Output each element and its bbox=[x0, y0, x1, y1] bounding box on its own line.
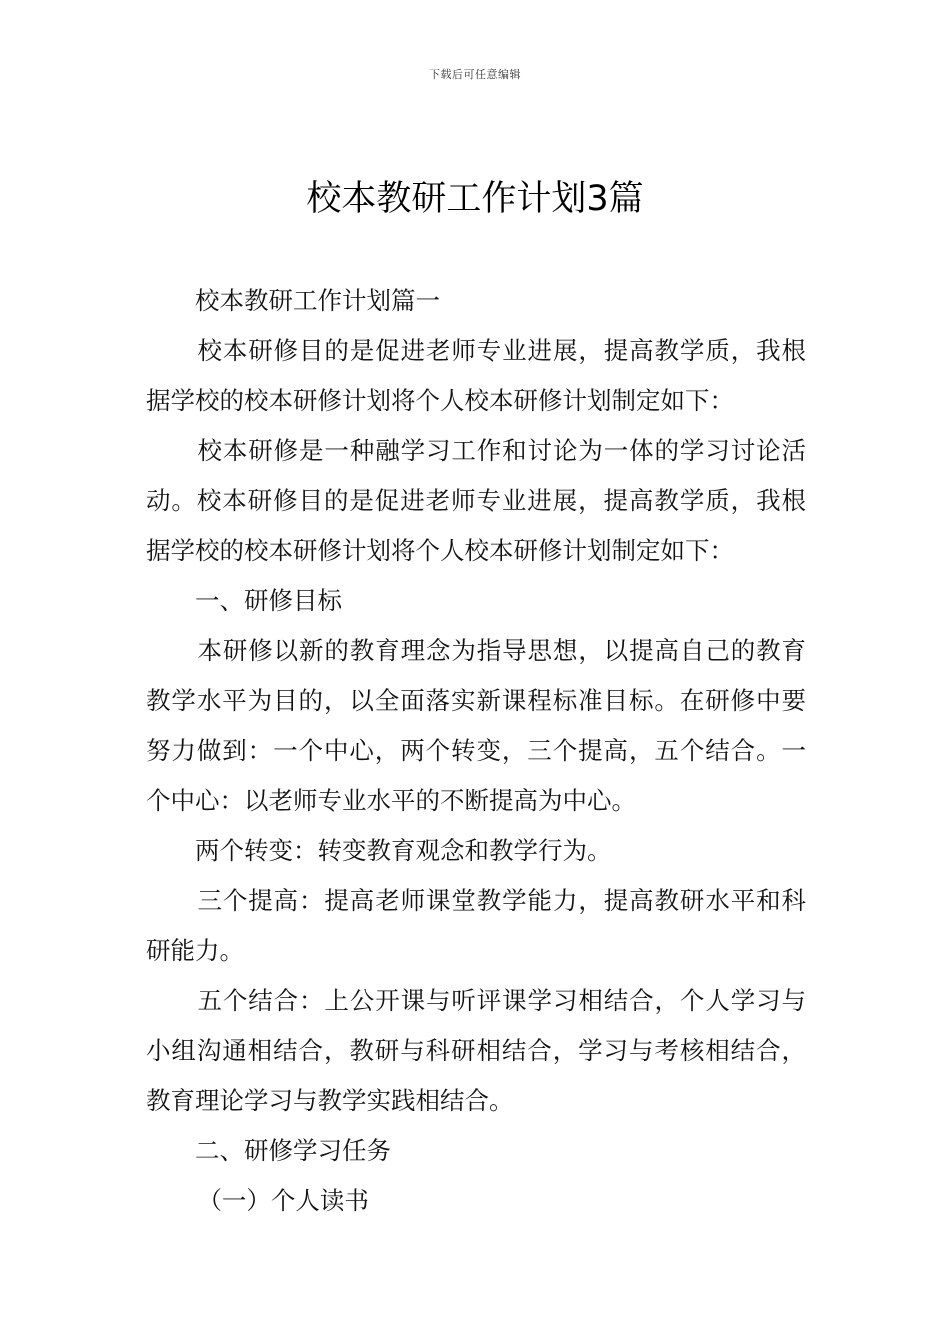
document-title: 校本教研工作计划3篇 bbox=[306, 179, 644, 219]
paragraph-two-transitions: 两个转变：转变教育观念和教学行为。 bbox=[195, 836, 612, 865]
document-body bbox=[146, 276, 806, 1226]
paragraph-intro: 校本研修目的是促进老师专业进展，提高教学质，我根据学校的校本研修计划将个人校本研修计划制定如下： bbox=[146, 336, 806, 415]
paragraph-five-combinations: 五个结合：上公开课与听评课学习相结合，个人学习与小组沟通相结合，教研与科研相结合，学习与考核相结合，教育理论学习与教学实践相结合。 bbox=[146, 986, 806, 1115]
paragraph-goals: 本研修以新的教育理念为指导思想，以提高自己的教育教学水平为目的，以全面落实新课程标准目标。在研修中要努力做到：一个中心，两个转变，三个提高，五个结合。一个中心：以老师专业水平的不断提高为中心。 bbox=[146, 636, 806, 815]
subsection-heading-reading: （一）个人读书 bbox=[197, 1186, 369, 1215]
paragraph-three-improvements: 三个提高：提高老师课堂教学能力，提高教研水平和科研能力。 bbox=[146, 886, 806, 965]
header-note: 下载后可任意编辑 bbox=[429, 68, 521, 81]
section-heading-tasks: 二、研修学习任务 bbox=[195, 1136, 391, 1165]
paragraph-description: 校本研修是一种融学习工作和讨论为一体的学习讨论活动。校本研修目的是促进老师专业进展，提高教学质，我根据学校的校本研修计划将个人校本研修计划制定如下： bbox=[146, 436, 806, 565]
section-heading-part-one: 校本教研工作计划篇一 bbox=[195, 286, 440, 315]
section-heading-goals: 一、研修目标 bbox=[195, 586, 342, 615]
